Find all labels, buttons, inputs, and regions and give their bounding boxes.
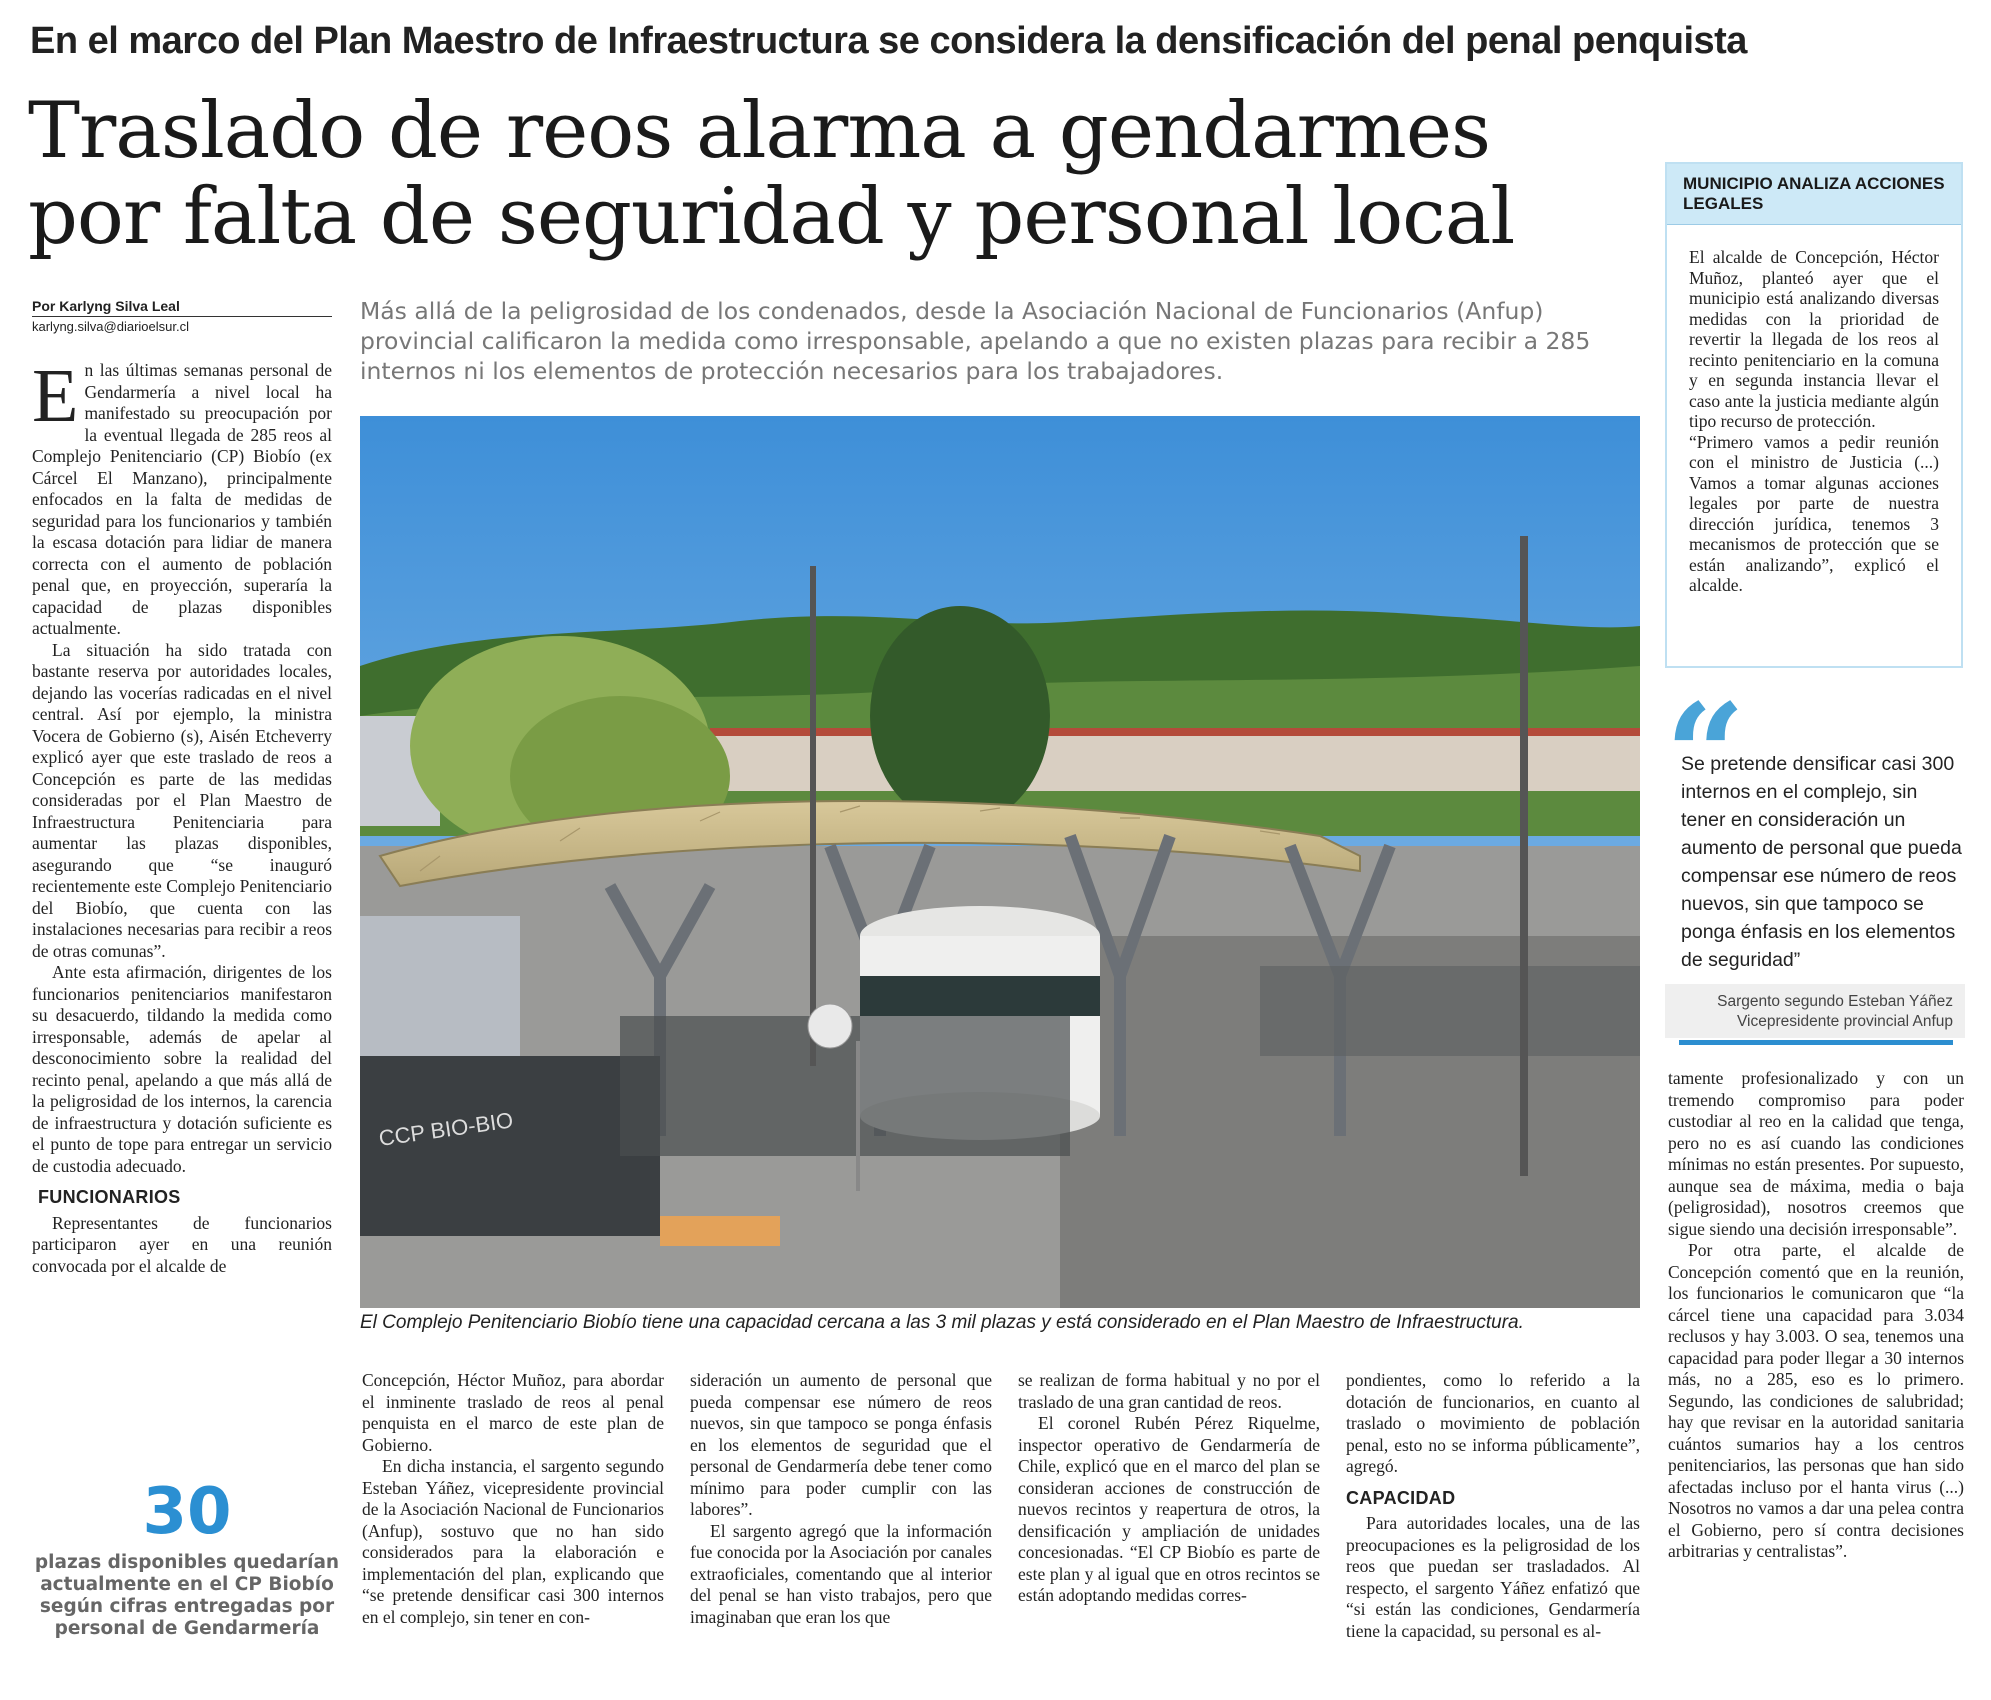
prison-photo	[360, 416, 1640, 1308]
deck: Más allá de la peligrosidad de los condenados, desde la Asociación Nacional de Funcionarios (Anfup) provincial calificaron la medida como irresponsable, apelando a que no existen plazas para recibir a 285 internos ni los elementos de protección necesarios para los trabajadores.	[360, 297, 1591, 385]
article-column-5	[1346, 1370, 1640, 1642]
col4-paragraph-2: El coronel Rubén Pérez Riquelme, inspector operativo de Gendarmería de Chile, explicó que en el marco del plan se consideran acciones de construcción de nuevos recintos y reapertura de otros, la densificación y ampliación de unidades concesionadas. “El CP Biobío es parte de este plan y al igual que en otros recintos se están adoptando medidas corres-	[1018, 1413, 1320, 1605]
photo-caption: El Complejo Penitenciario Biobío tiene una capacidad cercana a las 3 mil plazas y está considerado en el Plan Maestro de Infraestructura.	[360, 1312, 1524, 1333]
article-column-3	[690, 1370, 992, 1628]
article-column-4	[1018, 1370, 1320, 1607]
stat-description: plazas disponibles quedarían actualmente en el CP Biobío según cifras entregadas por personal de Gendarmería	[34, 1552, 340, 1639]
headline	[28, 88, 1668, 260]
col2-paragraph-2: En dicha instancia, el sargento segundo Esteban Yáñez, vicepresidente provincial de la Asociación Nacional de Funcionarios (Anfup), sostuvo que no han sido considerados para la elaboración e implementación del plan, explicando que “se pretende densificar casi 300 internos en el complejo, sin tener en con-	[362, 1456, 664, 1627]
quote-attribution	[1665, 984, 1965, 1038]
article-column-2	[362, 1370, 664, 1628]
paragraph-3: Ante esta afirmación, dirigentes de los funcionarios penitenciarios manifestaron su desacuerdo, tildando la medida como irresponsable, además de apelar al desconocimiento sobre la realidad del recinto penal, apelando a que más allá de la peligrosidad de los internos, la carencia de infraestructura y dotación suficiente es el punto de tope para entregar un servicio de custodia adecuado.	[32, 962, 332, 1176]
headline-line-1: Traslado de reos alarma a gendarmes	[28, 86, 1491, 176]
quote-text: Se pretende densificar casi 300 internos en el complejo, sin tener en consideración un aumento de personal que pueda compensar ese número de reos nuevos, sin que tampoco se ponga énfasis en los elementos de seguridad”	[1681, 753, 1962, 971]
quote-attribution-name: Sargento segundo Esteban Yáñez	[1717, 993, 1953, 1010]
subhead-capacidad: CAPACIDAD	[1346, 1487, 1456, 1508]
paragraph-4: Representantes de funcionarios participaron ayer en una reunión convocada por el alcalde de	[32, 1212, 332, 1276]
article-column-1	[32, 354, 332, 1277]
pull-quote	[1665, 674, 1965, 1045]
stat-number: 30	[142, 1475, 232, 1549]
drop-cap: E	[32, 354, 79, 438]
sidebar-title: MUNICIPIO ANALIZA ACCIONES LEGALES	[1667, 164, 1961, 225]
paragraph-1: n las últimas semanas personal de Gendarmería a nivel local ha manifestado su preocupación por la eventual llegada de 285 reos al Complejo Penitenciario (CP) Biobío (ex Cárcel El Manzano), principalmente enfocados en la falta de medidas de seguridad para los funcionarios y también la escasa dotación para lidiar de manera correcta con el aumento de población penal que, en proyección, superaría la capacidad de plazas disponibles actualmente.	[32, 360, 332, 638]
sidebar-box	[1665, 162, 1963, 668]
kicker: En el marco del Plan Maestro de Infraestructura se considera la densificación del penal penquista	[30, 20, 1747, 62]
sidebar-paragraph-1: El alcalde de Concepción, Héctor Muñoz, planteó ayer que el municipio está analizando diversas medidas con la prioridad de revertir la llegada de los reos al recinto penitenciario en la comuna y en segunda instancia llevar el caso ante la justicia mediante algún tipo recurso de protección.	[1689, 247, 1939, 431]
col3-paragraph-2: El sargento agregó que la información fue conocida por la Asociación por canales extraoficiales, comentando que al interior del penal se han visto trabajos, pero que imaginaban que eran los que	[690, 1520, 992, 1627]
col6-paragraph-2: Por otra parte, el alcalde de Concepción comentó que en la reunión, los funcionarios le comunicaron que “la cárcel tiene una capacidad para 3.034 reclusos y hay 3.003. O sea, tenemos una capacidad para poder llegar a 30 internos más, no a 285, eso es lo primero. Segundo, las condiciones de salubridad; hay que revisar en la autoridad sanitaria cuántos sumarios hay a los centros penitenciarios, las personas que han sido afectadas incluso por el hanta virus (...) Nosotros no vamos a dar una pelea contra el Gobierno, pero sí contra decisiones arbitrarias y centralistas”.	[1668, 1240, 1964, 1561]
sidebar-paragraph-2: “Primero vamos a pedir reunión con el ministro de Justicia (...) Vamos a tomar algunas acciones legales por parte de nuestra dirección jurídica, tenemos 3 mecanismos de protección que se están analizando”, explicó el alcalde.	[1689, 431, 1939, 595]
stat-box	[32, 1475, 342, 1640]
col4-paragraph-1: se realizan de forma habitual y no por el traslado de una gran cantidad de reos.	[1018, 1370, 1320, 1412]
col5-paragraph-1: pondientes, como lo referido a la dotación de funcionarios, en cuanto al traslado o movimiento de población penal, esto no se informa públicamente”, agregó.	[1346, 1370, 1640, 1476]
author-email: karlyng.silva@diarioelsur.cl	[32, 319, 189, 334]
article-column-6	[1668, 1068, 1964, 1563]
subhead-funcionarios: FUNCIONARIOS	[38, 1187, 181, 1207]
col2-paragraph-1: Concepción, Héctor Muñoz, para abordar el inminente traslado de reos al penal penquista en el marco de este plan de Gobierno.	[362, 1370, 664, 1455]
quote-attribution-role: Vicepresidente provincial Anfup	[1737, 1013, 1953, 1030]
quote-mark-icon: “	[1665, 674, 1746, 838]
col5-paragraph-2: Para autoridades locales, una de las preocupaciones es la peligrosidad de los reos que puedan ser trasladados. Al respecto, el sargento Yáñez enfatizó que “si están las condiciones, Gendarmería tiene la capacidad, su personal es al-	[1346, 1513, 1640, 1641]
prison-photo-illustration	[360, 416, 1640, 1308]
quote-underline	[1679, 1040, 1953, 1045]
author-name: Por Karlyng Silva Leal	[32, 298, 332, 317]
col6-paragraph-1: tamente profesionalizado y con un tremendo compromiso para poder custodiar al reo en la calidad que tenga, pero no es así cuando las condiciones mínimas no están presentes. Por supuesto, aunque sea de máxima, media o baja (peligrosidad), nosotros creemos que sigue siendo una decisión irresponsable”.	[1668, 1068, 1964, 1239]
prison-sign-text: CCP BIO-BIO	[377, 1107, 515, 1151]
byline	[32, 298, 332, 334]
headline-line-2: por falta de seguridad y personal local	[28, 172, 1515, 262]
sidebar-body	[1667, 225, 1961, 596]
paragraph-2: La situación ha sido tratada con bastante reserva por autoridades locales, dejando las vocerías radicadas en el nivel central. Así por ejemplo, la ministra Vocera de Gobierno (s), Aisén Etcheverry explicó ayer que este traslado de reos a Concepción es parte de las medidas consideradas por el Plan Maestro de Infraestructura Penitenciaria para aumentar las plazas disponibles, asegurando que “se inauguró recientemente este Complejo Penitenciario del Biobío, que cuenta con las instalaciones necesarias para recibir a reos de otras comunas”.	[32, 639, 332, 961]
col3-paragraph-1: sideración un aumento de personal que pueda compensar ese número de reos nuevos, sin que tampoco se ponga énfasis en los elementos de seguridad que el personal de Gendarmería debe tener como mínimo para poder cumplir con las labores”.	[690, 1370, 992, 1519]
